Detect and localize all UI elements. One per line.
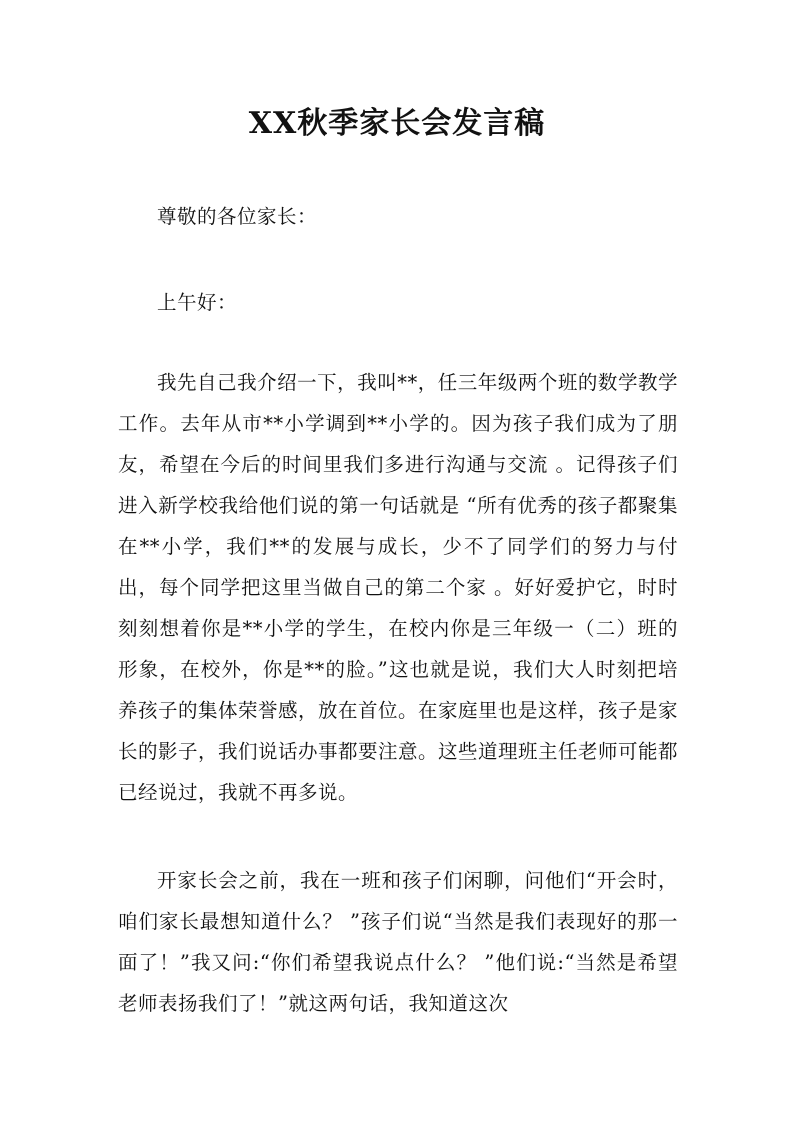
body-paragraph: 我先自己我介绍一下，我叫**，任三年级两个班的数学教学工作。去年从市**小学调到**小学的。因为孩子我们成为了朋友，希望在今后的时间里我们多进行沟通与交流 。记得孩子们进入新学校我给他们说的第一句话就是 “所有优秀的孩子都聚集在**小学，我们**的发展与成长，少不了同学们的努力与付出，每个同学把这里当做自己的第二个家 。好好爱护它，时时刻刻想着你是**小学的学生，在校内你是三年级一（二）班的形象，在校外，你是**的脸。”这也就是说，我们大人时刻把培养孩子的集体荣誉感，放在首位。在家庭里也是这样，孩子是家长的影子，我们说话办事都要注意。这些道理班主任老师可能都已经说过，我就不再多说。 — [118, 371, 679, 804]
greeting: 上午好： — [157, 291, 238, 314]
salutation: 尊敬的各位家长： — [157, 205, 318, 228]
document-title: XX秋季家长会发言稿 — [248, 106, 546, 141]
body-paragraph: 开家长会之前，我在一班和孩子们闲聊，问他们“开会时，咱们家长最想知道什么？ ”孩子们说“当然是我们表现好的那一面了！”我又问:“你们希望我说点什么？ ”他们说:“当然是希望老师表扬我们了！”就这两句话，我知道这次 — [118, 869, 678, 1015]
